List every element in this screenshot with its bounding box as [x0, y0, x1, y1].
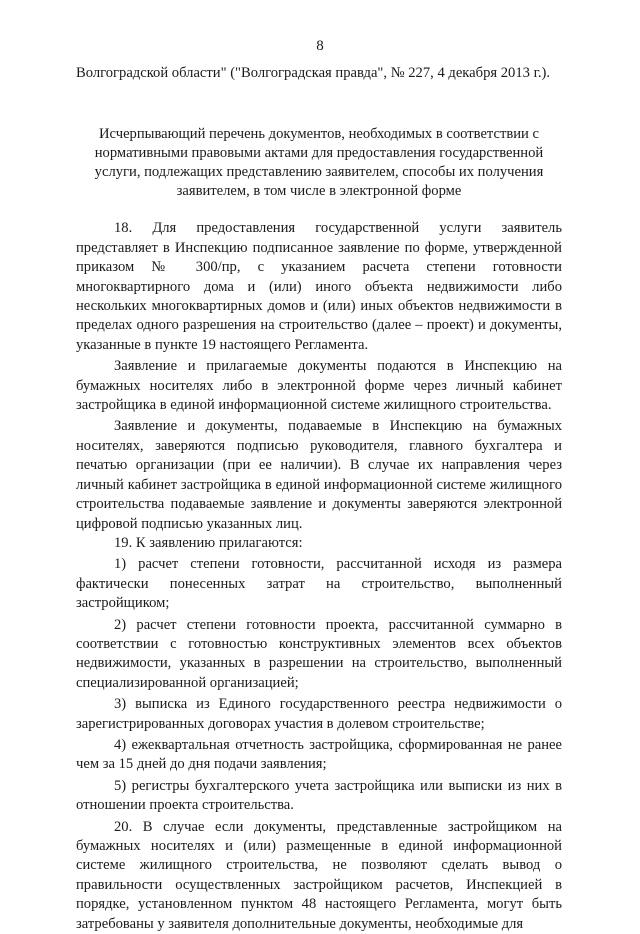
page-number: 8 [316, 38, 324, 54]
paragraph-18-submission: Заявление и прилагаемые документы подаются в Инспекцию на бумажных носителях либо в электронной форме через личный кабинет застройщика в единой информационной системе жилищного строительства. [76, 358, 562, 414]
list-item-19-2: 2) расчет степени готовности проекта, рассчитанной суммарно в соответствии с готовностью конструктивных элементов всех объектов недвижимости, указанных в разрешении на строительство, выполненный специализированной организацией; [76, 616, 562, 691]
section-heading: Исчерпывающий перечень документов, необходимых в соответствии с нормативными правовыми актами для предоставления государственной услуги, подлежащих представлению заявителем, способы их получения заявителем, в том числе в электронной форме [94, 126, 544, 200]
paragraph-18-certification: Заявление и документы, подаваемые в Инспекцию на бумажных носителях, заверяются подписью руководителя, главного бухгалтера и печатью организации (при ее наличии). В случае их направления через личный кабинет застройщика в единой информационной системе жилищного строительства подаваемые заявление и документы заверяются электронной цифровой подписью указанных лиц. [76, 418, 562, 532]
paragraph-19: 19. К заявлению прилагаются: [114, 534, 303, 551]
document-body [76, 64, 562, 934]
list-item-19-5: 5) регистры бухгалтерского учета застройщика или выписки из них в отношении проекта строительства. [76, 777, 562, 814]
list-item-19-1: 1) расчет степени готовности, рассчитанной исходя из размера фактически понесенных затрат на строительство, выполненный застройщиком; [76, 556, 562, 612]
list-item-19-3: 3) выписка из Единого государственного реестра недвижимости о зарегистрированных договорах участия в долевом строительстве; [76, 696, 562, 732]
paragraph-20: 20. В случае если документы, представленные застройщиком на бумажных носителях и (или) размещенные в единой информационной системе жилищного строительства, не позволяют сделать вывод о правильности осуществленных застройщиком расчетов, Инспекцией в порядке, установленном пунктом 48 настоящего Регламента, могут быть затребованы у заявителя дополнительные документы, необходимые для [76, 818, 562, 932]
list-item-19-4: 4) ежеквартальная отчетность застройщика, сформированная не ранее чем за 15 дней до дня подачи заявления; [76, 736, 562, 773]
paragraph-18: 18. Для предоставления государственной услуги заявитель представляет в Инспекцию подписанное заявление по форме, утвержденной приказом № 300/пр, с указанием расчета степени готовности многоквартирного дома и (или) иного объекта недвижимости либо нескольких многоквартирных домов и (или) иных объектов недвижимости в пределах одного разрешения на строительство (далее – проект) и документы, указанные в пункте 19 настоящего Регламента. [76, 220, 562, 353]
paragraph-continuation: Волгоградской области" ("Волгоградская правда", № 227, 4 декабря 2013 г.). [76, 65, 551, 81]
